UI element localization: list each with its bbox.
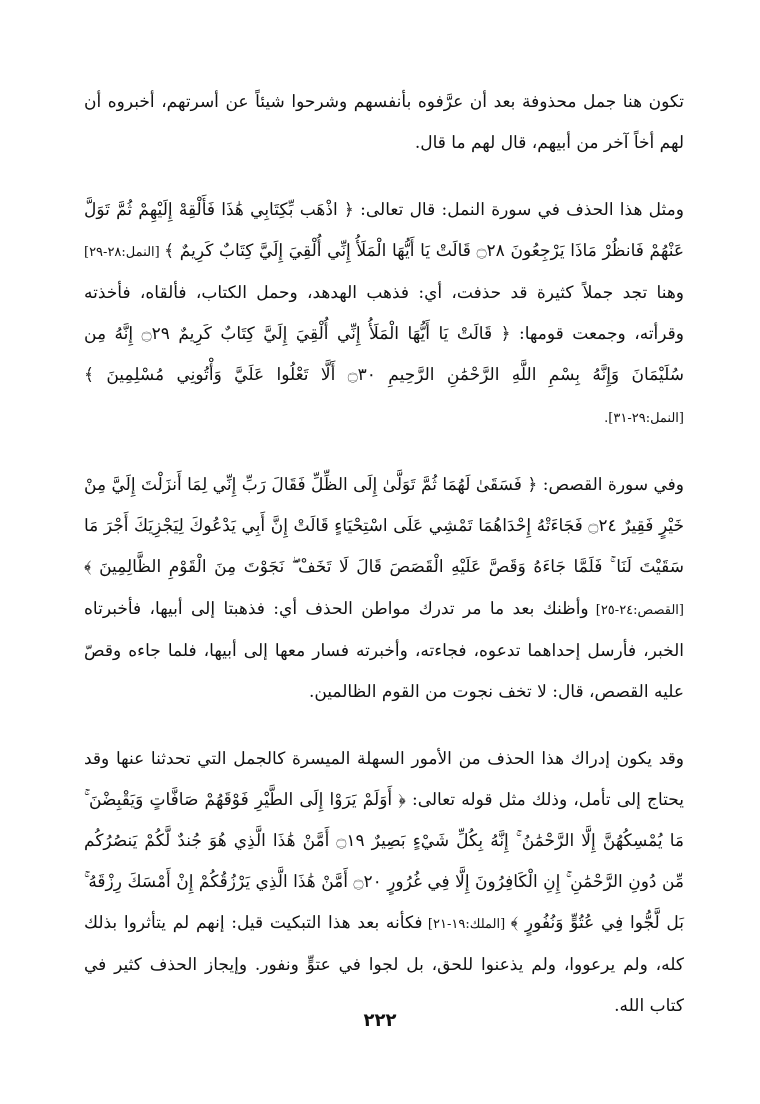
paragraph-4-tail: فكأنه بعد هذا التبكيت قيل: إنهم لم يتأثروا بذلك كله، ولم يرعووا، ولم يذعنوا للحق، بل لجوا في عتوٍّ ونفور. وإيجاز الحذف كثير في كتاب الله. xyxy=(84,913,684,1016)
paragraph-2 xyxy=(84,190,684,439)
paragraph-2-lead: ومثل هذا الحذف في سورة النمل: قال تعالى: xyxy=(353,200,684,220)
page-body xyxy=(84,82,684,1053)
paragraph-3 xyxy=(84,465,684,713)
paragraph-3-lead: وفي سورة القصص: xyxy=(537,475,684,495)
page-number: ٢٢٢ xyxy=(363,1010,397,1031)
paragraph-4-lead: وقد يكون إدراك هذا الحذف من الأمور السهلة الميسرة كالجمل التي تحدثنا عنها وقد يحتاج إلى تأمل، وذلك مثل قوله تعالى: xyxy=(84,749,684,810)
paragraph-4 xyxy=(84,739,684,1027)
paragraph-1-text: تكون هنا جمل محذوفة بعد أن عرَّفوه بأنفسهم وشرحوا شيئاً عن أسرتهم، أخبروه أن لهم أخاً آخر من أبيهم، قال لهم ما قال. xyxy=(84,92,684,153)
quran-verse-naml-28-29: ﴿ اذْهَب بِّكِتَابِي هَٰذَا فَأَلْقِهْ إِلَيْهِمْ ثُمَّ تَوَلَّ عَنْهُمْ فَانظُرْ مَاذَا يَرْجِعُونَ ۝٢٨ قَالَتْ يَا أَيُّهَا الْمَلَأُ إِنِّي أُلْقِيَ إِلَيَّ كِتَابٌ كَرِيمٌ ﴾ xyxy=(84,200,684,261)
verse-reference-mulk-19-21: [الملك:١٩-٢١] xyxy=(422,917,511,932)
verse-reference-qasas-24-25: [القصص:٢٤-٢٥] xyxy=(588,603,684,618)
verse-reference-naml-29-31: [النمل:٢٩-٣١]. xyxy=(604,411,684,426)
quran-verse-mulk-19-21: ﴿ أَوَلَمْ يَرَوْا إِلَى الطَّيْرِ فَوْقَهُمْ صَافَّاتٍ وَيَقْبِضْنَ ۚ مَا يُمْسِكُهُنَّ إِلَّا الرَّحْمَٰنُ ۚ إِنَّهُ بِكُلِّ شَيْءٍ بَصِيرٌ ۝١٩ أَمَّنْ هَٰذَا الَّذِي هُوَ جُندٌ لَّكُمْ يَنصُرُكُم مِّن دُونِ الرَّحْمَٰنِ ۚ إِنِ الْكَافِرُونَ إِلَّا فِي غُرُورٍ ۝٢٠ أَمَّنْ هَٰذَا الَّذِي يَرْزُقُكُمْ إِنْ أَمْسَكَ رِزْقَهُ ۚ بَل لَّجُّوا فِي عُتُوٍّ وَنُفُورٍ ﴾ xyxy=(84,790,684,933)
quran-verse-qasas-24-25: ﴿ فَسَقَىٰ لَهُمَا ثُمَّ تَوَلَّىٰ إِلَى الظِّلِّ فَقَالَ رَبِّ إِنِّي لِمَا أَنزَلْتَ إِلَيَّ مِنْ خَيْرٍ فَقِيرٌ ۝٢٤ فَجَاءَتْهُ إِحْدَاهُمَا تَمْشِي عَلَى اسْتِحْيَاءٍ قَالَتْ إِنَّ أَبِي يَدْعُوكَ لِيَجْزِيَكَ أَجْرَ مَا سَقَيْتَ لَنَا ۚ فَلَمَّا جَاءَهُ وَقَصَّ عَلَيْهِ الْقَصَصَ قَالَ لَا تَخَفْ ۖ نَجَوْتَ مِنَ الْقَوْمِ الظَّالِمِينَ ﴾ xyxy=(84,475,685,577)
paragraph-2-middle: وهنا تجد جملاً كثيرة قد حذفت، أي: فذهب الهدهد، وحمل الكتاب، فألقاه، فأخذته وقرأته، وجمعت قومها: xyxy=(84,283,684,344)
paragraph-1 xyxy=(84,82,684,164)
quran-verse-naml-29-31: ﴿ قَالَتْ يَا أَيُّهَا الْمَلَأُ إِنِّي أُلْقِيَ إِلَيَّ كِتَابٌ كَرِيمٌ ۝٢٩ إِنَّهُ مِن سُلَيْمَانَ وَإِنَّهُ بِسْمِ اللَّهِ الرَّحْمَٰنِ الرَّحِيمِ ۝٣٠ أَلَّا تَعْلُوا عَلَيَّ وَأْتُونِي مُسْلِمِينَ ﴾ xyxy=(84,324,684,385)
verse-reference-naml-28-29: [النمل:٢٨-٢٩] xyxy=(84,245,165,260)
paragraph-3-tail: وأظنك بعد ما مر تدرك مواطن الحذف أي: فذهبتا إلى أبيها، فأخبرتاه الخبر، فأرسل إحداهما تدعوه، فجاءته، وأخبرته فسار معها إلى أبيها، فلما جاءه وقصّ عليه القصص، قال: لا تخف نجوت من القوم الظالمين. xyxy=(84,599,684,702)
